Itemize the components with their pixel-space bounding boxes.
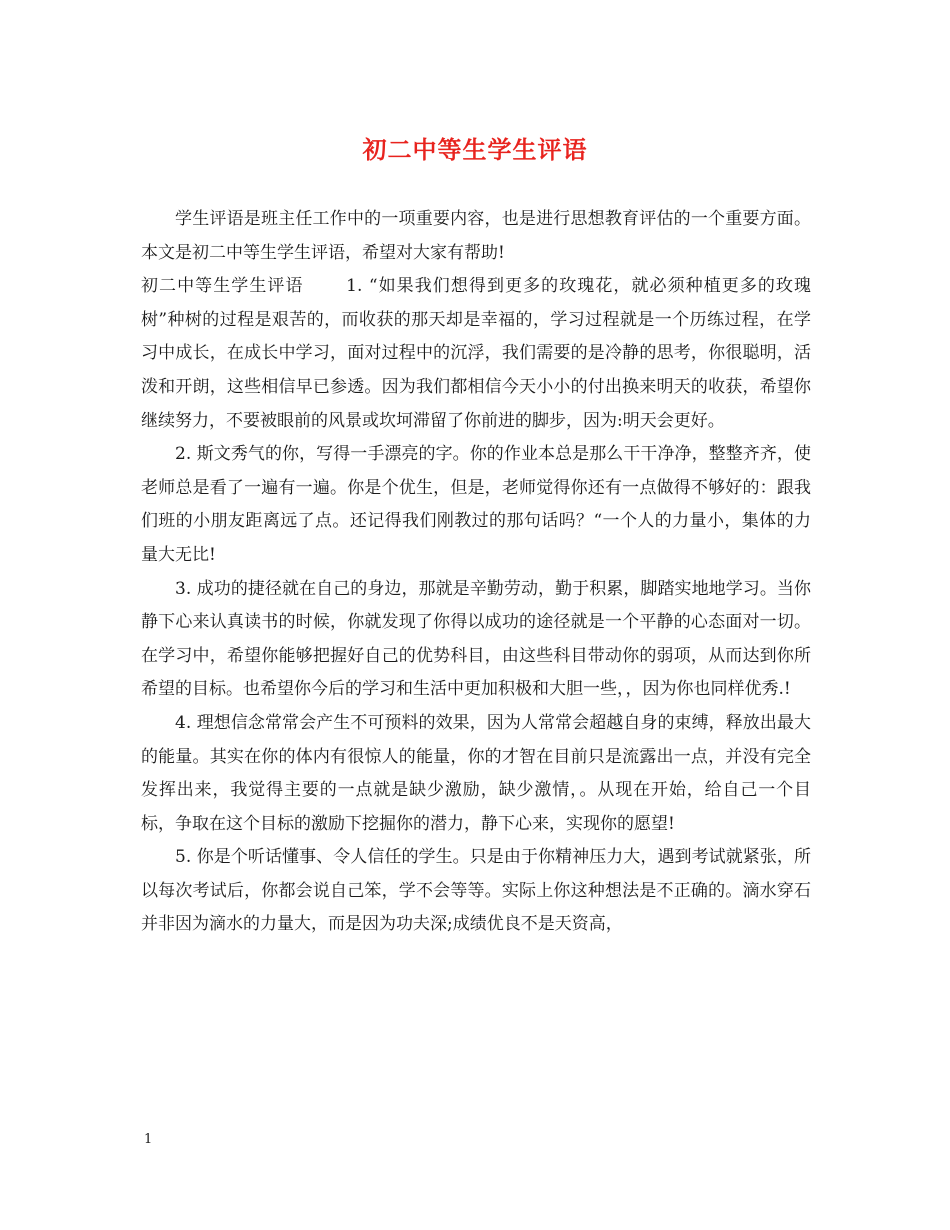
page-title: 初二中等生学生评语 — [362, 135, 588, 164]
intro-paragraph: 学生评语是班主任工作中的一项重要内容，也是进行思想教育评估的一个重要方面。本文是初二中等生学生评语，希望对大家有帮助! — [141, 209, 811, 263]
comment-paragraph-5: 5. 你是个听话懂事、令人信任的学生。只是由于你精神压力大，遇到考试就紧张，所以每次考试后，你都会说自己笨，学不会等等。实际上你这种想法是不正确的。滴水穿石并非因为滴水的力量大，而是因为功夫深;成绩优良不是天资高， — [141, 847, 811, 935]
comment-paragraph-1: 初二中等生学生评语 1. “如果我们想得到更多的玫瑰花，就必须种植更多的玫瑰树”种树的过程是艰苦的，而收获的那天却是幸福的，学习过程就是一个历练过程，在学习中成长，在成长中学习，面对过程中的沉浮，我们需要的是冷静的思考，你很聪明，活泼和开朗，这些相信早已参透。因为我们都相信今天小小的付出换来明天的收获，希望你继续努力，不要被眼前的风景或坎坷滞留了你前进的脚步，因为:明天会更好。 — [141, 276, 811, 431]
comment-paragraph-3: 3. 成功的捷径就在自己的身边，那就是辛勤劳动，勤于积累，脚踏实地地学习。当你静下心来认真读书的时候，你就发现了你得以成功的途径就是一个平静的心态面对一切。在学习中，希望你能够把握好自己的优势科目，由这些科目带动你的弱项，从而达到你所希望的目标。也希望你今后的学习和生活中更加积极和大胆一些，，因为你也同样优秀.! — [141, 578, 811, 700]
document-body — [141, 203, 811, 942]
page-number: 1 — [144, 1132, 153, 1147]
comment-paragraph-4: 4. 理想信念常常会产生不可预料的效果，因为人常常会超越自身的束缚，释放出最大的能量。其实在你的体内有很惊人的能量，你的才智在目前只是流露出一点，并没有完全发挥出来，我觉得主要的一点就是缺少激励，缺少激情，。从现在开始，给自己一个目标，争取在这个目标的激励下挖掘你的潜力，静下心来，实现你的愿望! — [141, 712, 811, 834]
comment-paragraph-2: 2. 斯文秀气的你，写得一手漂亮的字。你的作业本总是那么干干净净，整整齐齐，使老师总是看了一遍有一遍。你是个优生，但是，老师觉得你还有一点做得不够好的：跟我们班的小朋友距离远了点。还记得我们刚教过的那句话吗？“一个人的力量小，集体的力量大无比! — [141, 444, 811, 565]
